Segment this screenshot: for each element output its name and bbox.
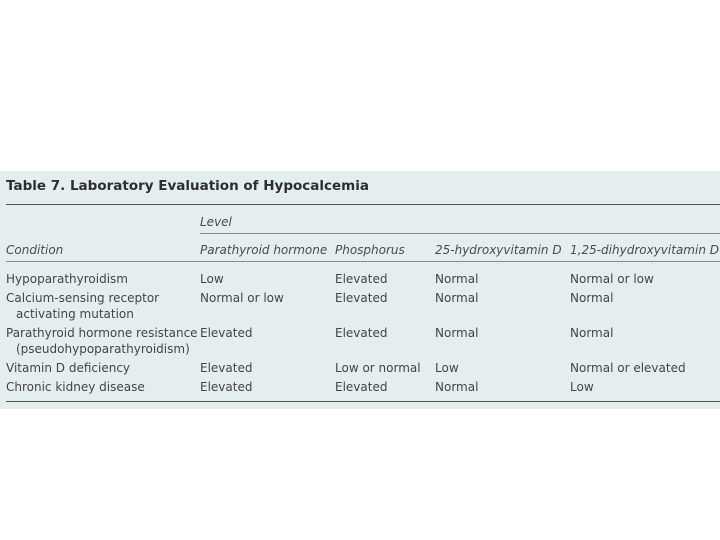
top-rule <box>6 204 720 205</box>
column-header-phosphorus: Phosphorus <box>335 243 405 257</box>
125-dihydroxyvitamin-d-cell: Normal <box>570 291 614 305</box>
column-header-condition: Condition <box>6 243 64 257</box>
header-rule <box>6 261 720 262</box>
level-group-header: Level <box>200 215 232 229</box>
phosphorus-cell: Low or normal <box>335 361 421 375</box>
pth-cell: Elevated <box>200 361 253 375</box>
phosphorus-cell: Elevated <box>335 272 388 286</box>
phosphorus-cell: Elevated <box>335 326 388 340</box>
25-hydroxyvitamin-d-cell: Normal <box>435 380 479 394</box>
125-dihydroxyvitamin-d-cell: Normal or elevated <box>570 361 686 375</box>
column-header-125-dihydroxyvitamin-d: 1,25-dihydroxyvitamin D <box>570 243 719 257</box>
125-dihydroxyvitamin-d-cell: Low <box>570 380 594 394</box>
condition-cell: Calcium-sensing receptor <box>6 291 160 305</box>
column-header-pth: Parathyroid hormone <box>200 243 328 257</box>
condition-cell: Hypoparathyroidism <box>6 272 128 286</box>
pth-cell: Elevated <box>200 326 253 340</box>
125-dihydroxyvitamin-d-cell: Normal or low <box>570 272 654 286</box>
condition-cell-continued: activating mutation <box>16 307 134 321</box>
condition-cell: Vitamin D deficiency <box>6 361 131 375</box>
25-hydroxyvitamin-d-cell: Normal <box>435 272 479 286</box>
phosphorus-cell: Elevated <box>335 291 388 305</box>
condition-cell: Chronic kidney disease <box>6 380 145 394</box>
condition-cell: Parathyroid hormone resistance <box>6 326 198 340</box>
pth-cell: Low <box>200 272 224 286</box>
column-header-25-hydroxyvitamin-d: 25-hydroxyvitamin D <box>435 243 562 257</box>
pth-cell: Elevated <box>200 380 253 394</box>
condition-cell-continued: (pseudohypoparathyroidism) <box>16 342 190 356</box>
level-underline <box>200 233 720 234</box>
25-hydroxyvitamin-d-cell: Normal <box>435 291 479 305</box>
table-title: Table 7. Laboratory Evaluation of Hypocalcemia <box>6 178 369 194</box>
25-hydroxyvitamin-d-cell: Normal <box>435 326 479 340</box>
phosphorus-cell: Elevated <box>335 380 388 394</box>
25-hydroxyvitamin-d-cell: Low <box>435 361 459 375</box>
bottom-rule <box>6 401 720 402</box>
125-dihydroxyvitamin-d-cell: Normal <box>570 326 614 340</box>
table-panel <box>0 171 720 409</box>
pth-cell: Normal or low <box>200 291 284 305</box>
